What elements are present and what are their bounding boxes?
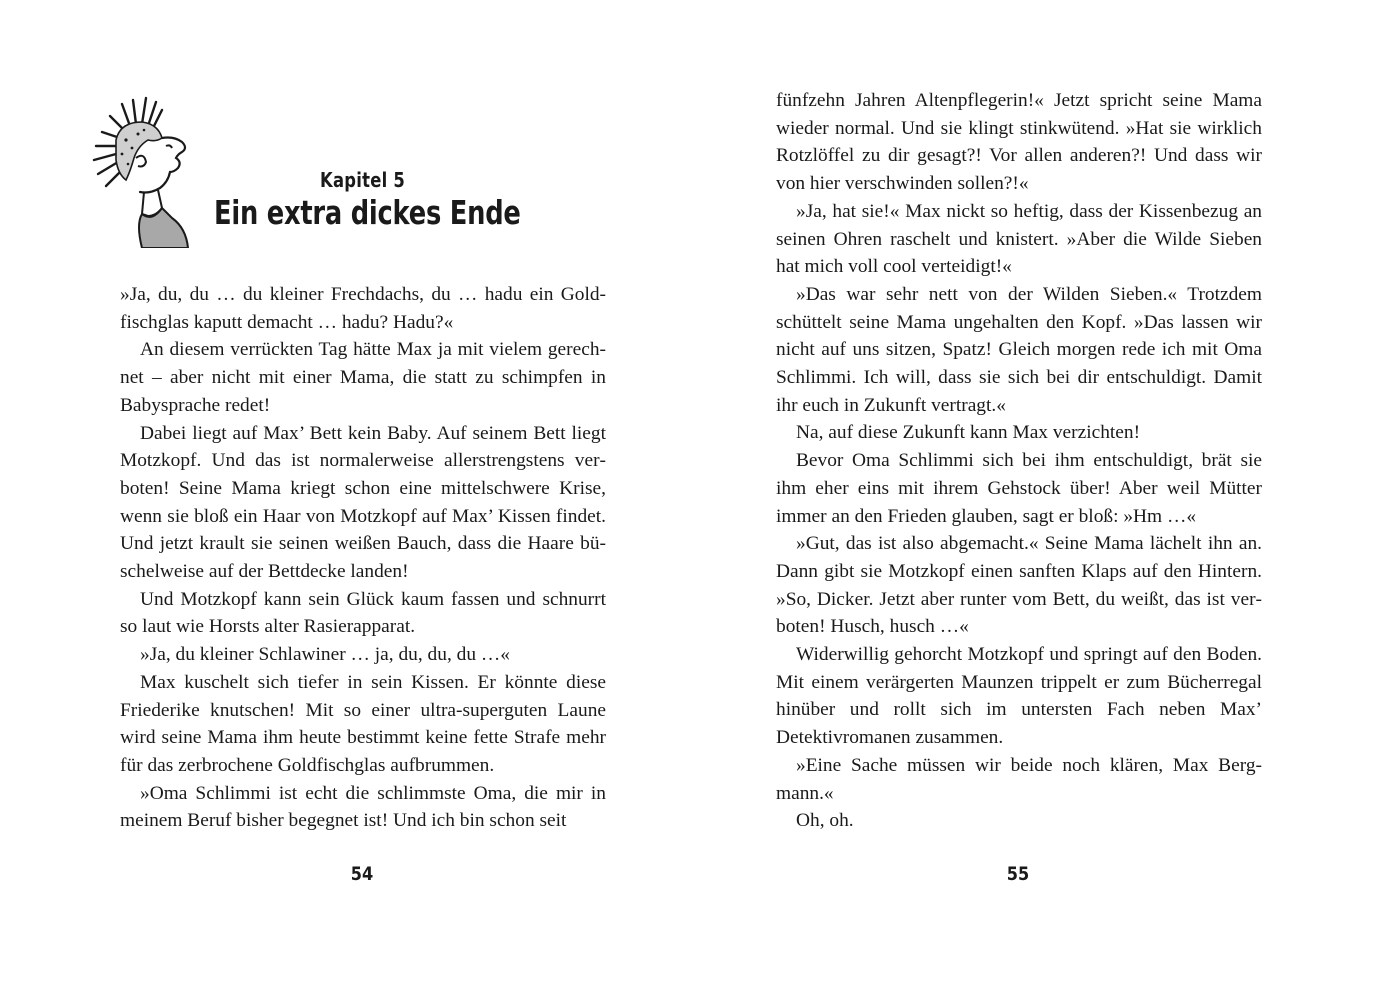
paragraph: Widerwillig gehorcht Motzkopf und springt auf den Boden. Mit einem verärgerten Maunzen trippelt er zum Bücherregal hinüber und rollt sich im untersten Fach neben Max’ Detektivromanen zusammen. xyxy=(776,644,1262,749)
paragraph: »Ja, hat sie!« Max nickt so heftig, dass der Kissenbezug an seinen Ohren raschelt und knistert. »Aber die Wilde Sieben hat mich voll cool verteidigt!« xyxy=(776,200,1262,278)
boy-head-profile-icon xyxy=(86,96,192,248)
page-number: 55 xyxy=(1006,863,1030,885)
paragraph: An diesem verrückten Tag hätte Max ja mit vielem gerechnet – aber nicht mit einer Mama, die statt zu schimpfen in Babysprache redet! xyxy=(120,339,606,416)
paragraph: Dabei liegt auf Max’ Bett kein Baby. Auf seinem Bett liegt Motzkopf. Und das ist normalerweise allerstrengstens verboten! Seine Mama kriegt schon eine mittelschwere Krise, wenn sie bloß ein Haar von Motzkopf auf Max’ Kissen findet. Und jetzt krault sie seinen weißen Bauch, dass die Haare büschelweise auf der Bettdecke landen! xyxy=(120,422,606,583)
paragraph: »Ja, du kleiner Schlawiner … ja, du, du, du …« xyxy=(140,644,510,666)
paragraph: Max kuschelt sich tiefer in sein Kissen. Er könnte diese Friederike knutschen! Mit so einer ultra-superguten Laune wird seine Mama ihm heute bestimmt keine fette Strafe mehr für das zerbrochene Goldfischglas aufbrummen. xyxy=(120,671,606,776)
left-page xyxy=(0,0,690,1000)
right-page-text xyxy=(776,87,1262,835)
paragraph: Und Motzkopf kann sein Glück kaum fassen und schnurrt so laut wie Horsts alter Rasierapparat. xyxy=(120,588,606,638)
paragraph: »Das war sehr nett von der Wilden Sieben.« Trotzdem schüttelt seine Mama ungehalten den Kopf. »Das lassen wir nicht auf uns sitzen, Spatz! Gleich morgen rede ich mit Oma Schlimmi. Ich will, dass sie sich bei dir entschuldigt. Damit ihr euch in Zukunft vertragt.« xyxy=(776,283,1262,416)
paragraph: »Ja, du, du … du kleiner Frechdachs, du … hadu ein Goldfischglas kaputt demacht … hadu? Hadu?« xyxy=(120,284,606,333)
paragraph: fünfzehn Jahren Altenpflegerin!« Jetzt spricht seine Mama wieder normal. Und sie klingt stinkwütend. »Hat sie wirklich Rotzlöffel zu dir gesagt?! Vor allen anderen?! Und dass wir von hier verschwinden sollen?!« xyxy=(776,90,1262,195)
left-page-text xyxy=(120,281,606,835)
paragraph: Bevor Oma Schlimmi sich bei ihm entschuldigt, brät sie ihm eher eins mit ihrem Gehstock über! Aber weil Mütter immer an den Frieden glauben, sagt er bloß: »Hm …« xyxy=(776,450,1262,527)
paragraph: »Eine Sache müssen wir beide noch klären, Max Bergmann.« xyxy=(776,754,1262,804)
chapter-title: Ein extra dickes Ende xyxy=(214,193,521,232)
paragraph: »Gut, das ist also abgemacht.« Seine Mama lächelt ihn an. Dann gibt sie Motzkopf einen sanften Klaps auf den Hintern. »So, Dicker. Jetzt aber runter vom Bett, du weißt, das ist verboten! Husch, husch …« xyxy=(776,533,1262,638)
paragraph: Oh, oh. xyxy=(796,810,854,832)
page-number: 54 xyxy=(350,863,374,885)
chapter-label: Kapitel 5 xyxy=(320,168,406,192)
paragraph: Na, auf diese Zukunft kann Max verzichten! xyxy=(796,422,1141,444)
right-page xyxy=(690,0,1381,1000)
paragraph: »Oma Schlimmi ist echt die schlimmste Oma, die mir in meinem Beruf bisher begegnet ist! Und ich bin schon seit xyxy=(120,782,606,832)
